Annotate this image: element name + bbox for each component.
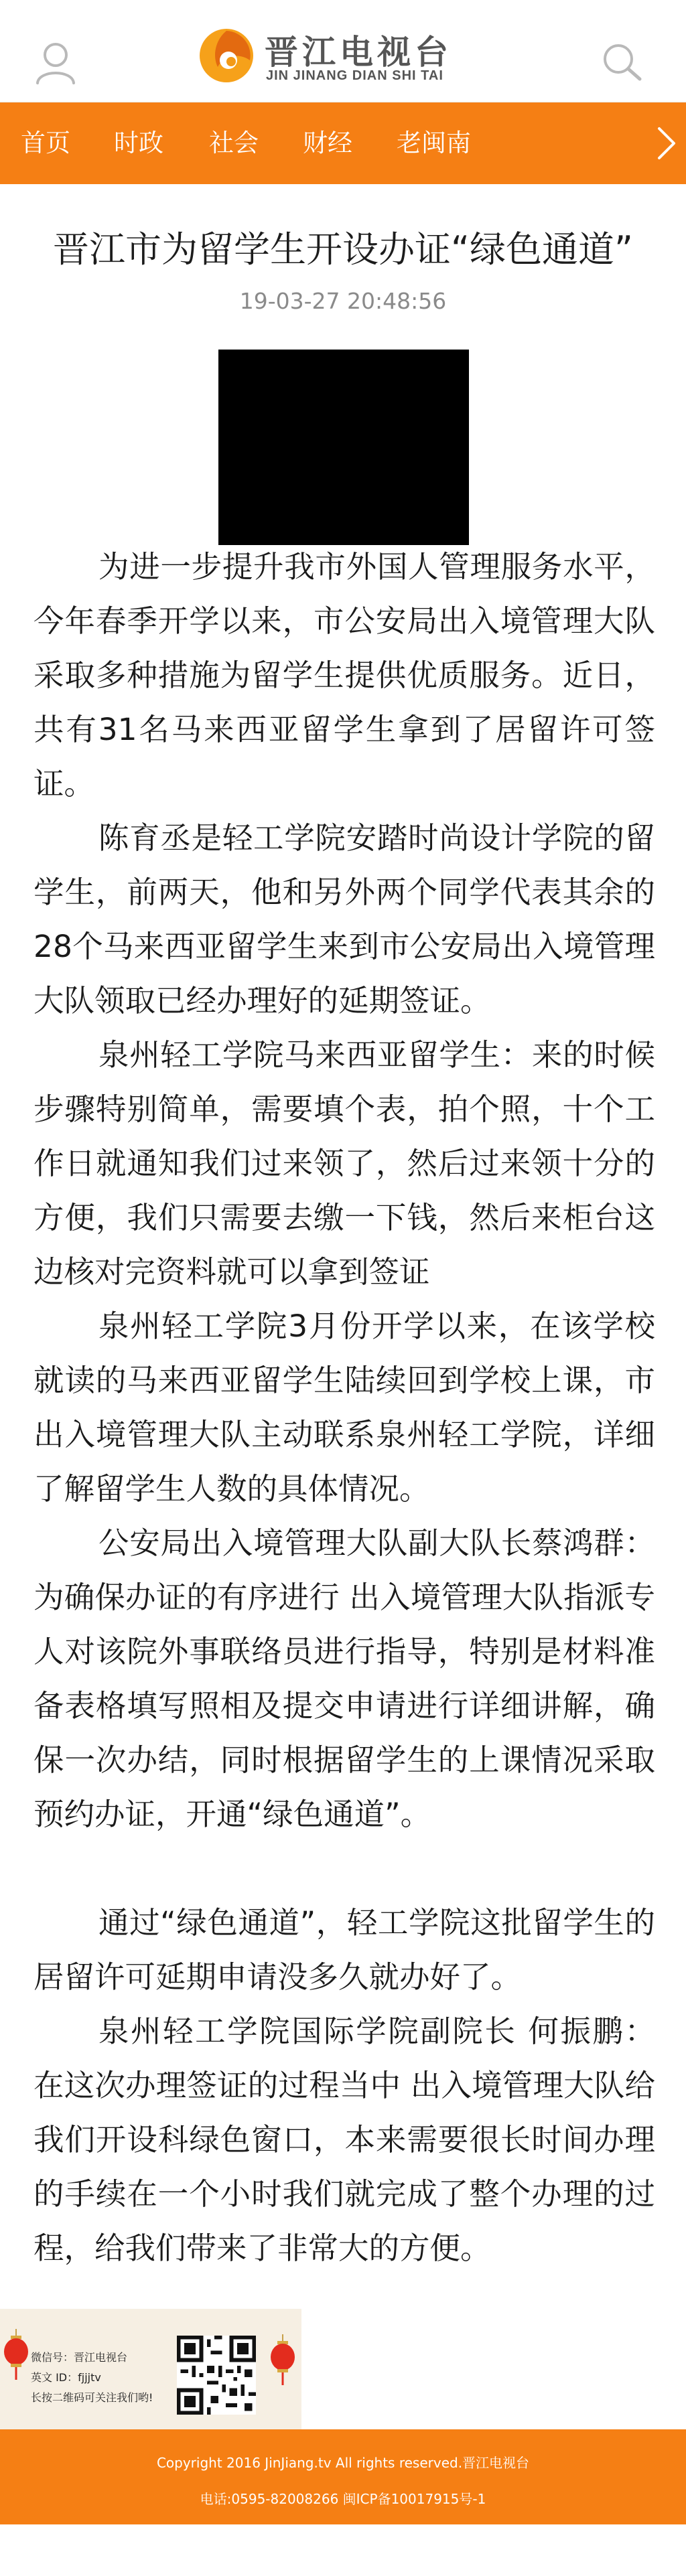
wechat-id-line: 微信号：晋江电视台	[31, 2351, 128, 2364]
article-paragraph: 泉州轻工学院马来西亚留学生：来的时候步骤特别简单，需要填个表，拍个照，十个工作日就通知我们过来领了，然后过来领十分的方便，我们只需要去缴一下钱，然后来柜台这边核对完资料就可以拿到签证	[33, 1037, 655, 1290]
site-footer	[0, 2429, 686, 2524]
wechat-qr-banner	[0, 2309, 301, 2429]
site-header	[0, 0, 686, 102]
lantern-icon	[269, 2334, 296, 2388]
nav-item-minnan[interactable]: 老闽南	[397, 129, 471, 157]
logo-swirl-icon	[198, 27, 255, 84]
article-paragraph: 泉州轻工学院3月份开学以来，在该学校就读的马来西亚留学生陆续回到学校上课，市出入境管理大队主动联系泉州轻工学院，详细了解留学生人数的具体情况。	[33, 1308, 655, 1507]
article-image	[218, 350, 469, 545]
footer-copyright: Copyright 2016 JinJiang.tv All rights reserved.晋江电视台	[156, 2455, 530, 2471]
article-paragraph: 泉州轻工学院国际学院副院长 何振鹏：在这次办理签证的过程当中 出入境管理大队给我们开设科绿色窗口，本来需要很长时间办理的手续在一个小时我们就完成了整个办理的过程，给我们带来了非常大的方便。	[33, 2014, 655, 2266]
user-button[interactable]	[33, 39, 78, 86]
article-title: 晋江市为留学生开设办证“绿色通道”	[53, 228, 633, 271]
qr-code-icon[interactable]	[177, 2336, 256, 2415]
qr-hint-line: 长按二维码可关注我们哟!	[31, 2391, 153, 2404]
qr-info-text	[31, 2348, 153, 2408]
search-button[interactable]	[598, 39, 645, 86]
footer-contact: 电话:0595-82008266 闽ICP备10017915号-1	[200, 2491, 486, 2507]
article-paragraph: 陈育丞是轻工学院安踏时尚设计学院的留学生，前两天，他和另外两个同学代表其余的28个马来西亚留学生来到市公安局出入境管理大队领取已经办理好的延期签证。	[33, 820, 655, 1018]
article-paragraph: 通过“绿色通道”，轻工学院这批留学生的居留许可延期申请没多久就办好了。	[33, 1905, 655, 1995]
article-datetime: 19-03-27 20:48:56	[239, 288, 447, 314]
chevron-right-icon	[653, 126, 679, 161]
user-icon	[33, 39, 78, 86]
site-logo[interactable]	[198, 21, 492, 88]
search-icon	[598, 39, 645, 86]
nav-item-society[interactable]: 社会	[209, 129, 259, 157]
nav-item-finance[interactable]: 财经	[303, 129, 352, 157]
article-paragraph: 为进一步提升我市外国人管理服务水平，今年春季开学以来，市公安局出入境管理大队采取多种措施为留学生提供优质服务。近日，共有31名马来西亚留学生拿到了居留许可签证。	[33, 549, 655, 802]
logo-english-text: JIN JINANG DIAN SHI TAI	[266, 68, 443, 83]
nav-more-button[interactable]	[653, 126, 679, 161]
english-id-line: 英文 ID：fjjjtv	[31, 2371, 101, 2384]
nav-item-politics[interactable]: 时政	[114, 129, 163, 157]
article-paragraph: 公安局出入境管理大队副大队长蔡鸿群：为确保办证的有序进行 出入境管理大队指派专人对该院外事联络员进行指导，特别是材料准备表格填写照相及提交申请进行详细讲解，确保一次办结，同时根据留学生的上课情况采取预约办证，开通“绿色通道”。	[33, 1525, 655, 1832]
logo-chinese-text: 晋江电视台	[265, 32, 452, 72]
main-nav	[0, 102, 686, 184]
nav-item-home[interactable]: 首页	[21, 129, 70, 157]
lantern-icon	[3, 2329, 29, 2382]
